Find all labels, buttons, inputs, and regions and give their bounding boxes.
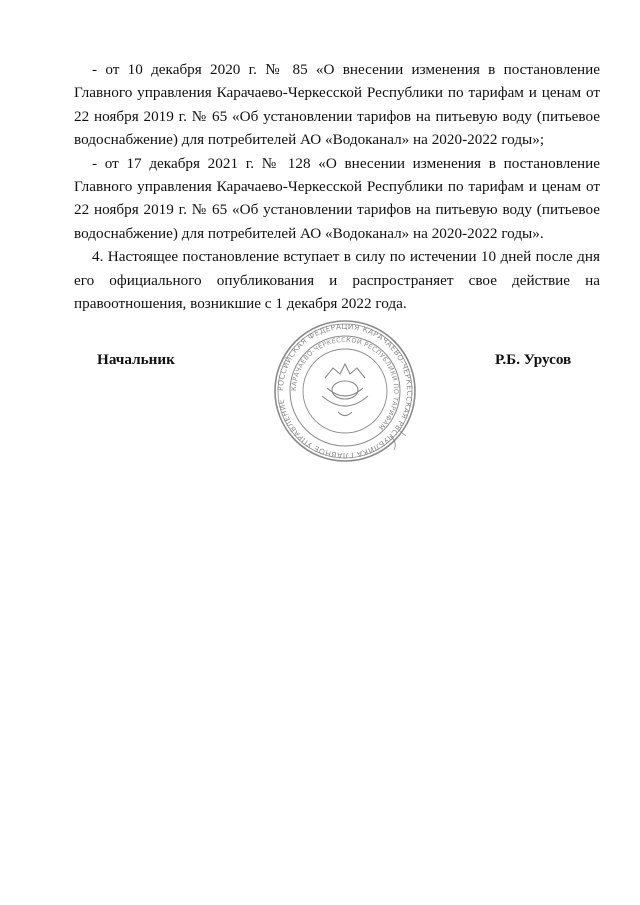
paragraph-effective-date: 4. Настоящее постановление вступает в силу по истечении 10 дней после дня его официального опубликования и распространяет свое действие на правоотношения, возникшие с 1 декабря 2022 года. [74, 248, 600, 313]
seal-inner-text: КАРАЧАЕВО-ЧЕРКЕССКОЙ РЕСПУБЛИКИ ПО ТАРИФАМ [289, 335, 401, 432]
signature-block [0, 321, 640, 480]
official-seal-icon [270, 316, 420, 466]
signatory-title: Начальник [97, 351, 175, 368]
signatory-name: Р.Б. Урусов [495, 351, 572, 368]
paragraph-decision-128: - от 17 декабря 2021 г. № 128 «О внесении изменения в постановление Главного управления Карачаево-Черкесской Республики по тарифам и ценам от 22 ноября 2019 г. № 65 «Об установлении тарифов на питьевую воду (питьевое водоснабжение) для потребителей АО «Водоканал» на 2020-2022 годы». [74, 154, 600, 242]
seal-emblem-icon [322, 364, 368, 416]
svg-text:КАРАЧАЕВО-ЧЕРКЕССКОЙ РЕСПУБЛИК [290, 336, 400, 432]
paragraph-decision-85: - от 10 декабря 2020 г. № 85 «О внесении изменения в постановление Главного управления Карачаево-Черкесской Республики по тарифам и ценам от 22 ноября 2019 г. № 65 «Об установлении тарифов на питьевую воду (питьевое водоснабжение) для потребителей АО «Водоканал» на 2020-2022 годы»; [74, 61, 600, 149]
document-body [74, 58, 600, 315]
seal-outer-text: РОССИЙСКАЯ ФЕДЕРАЦИЯ КАРАЧАЕВО-ЧЕРКЕССКАЯ РЕСПУБЛИКА ГЛАВНОЕ УПРАВЛЕНИЕ [275, 321, 415, 461]
